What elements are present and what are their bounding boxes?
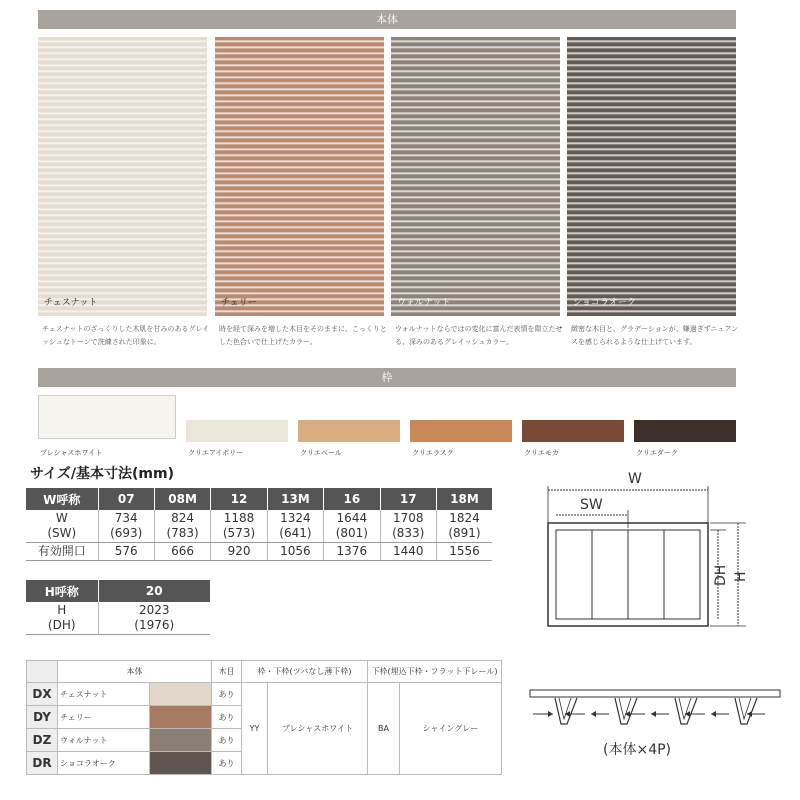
size-title: サイズ/基本寸法(mm) (30, 466, 174, 482)
frame-swatch-label: クリエモカ (524, 449, 559, 457)
w-value-cell: 1708 (833) (380, 510, 436, 543)
spec-header-frame: 枠・下枠(ツバなし薄下枠) (242, 661, 368, 683)
w-header-size: 17 (380, 488, 436, 510)
w-row-label: W (SW) (26, 510, 98, 543)
body-swatch-label: チェリー (221, 298, 257, 308)
w-value-cell: 824 (783) (154, 510, 210, 543)
h-row-label: H (DH) (26, 602, 98, 635)
w-header-size: 13M (267, 488, 323, 510)
opening-value-cell: 1556 (436, 543, 492, 561)
spec-rail-name: シャイングレー (400, 683, 502, 775)
h-header-label: H呼称 (26, 580, 98, 602)
height-dimension-table (26, 580, 210, 635)
diagram-w-label: W (628, 471, 642, 487)
diagram-h-label: H (733, 571, 749, 582)
frame-swatch-label: クリエダーク (636, 449, 678, 457)
body-swatch-label: ショコラオーク (573, 298, 636, 308)
diagram-dh-label: DH (713, 564, 729, 586)
frame-swatch (298, 420, 400, 442)
arrow-head-icon (651, 711, 656, 717)
spec-grain: あり (212, 752, 242, 775)
spec-header-grain: 木目 (212, 661, 242, 683)
frame-swatch (38, 395, 176, 439)
w-header-size: 12 (211, 488, 267, 510)
h-row-value: 2023 (1976) (98, 602, 210, 635)
folding-panel-shape (675, 698, 697, 724)
opening-value-cell: 576 (98, 543, 154, 561)
spec-code: DY (27, 706, 58, 729)
w-value-cell: 1644 (801) (324, 510, 380, 543)
w-header-size: 08M (154, 488, 210, 510)
opening-value-cell: 1440 (380, 543, 436, 561)
body-swatch (38, 37, 207, 316)
spec-body-name: チェスナット (58, 683, 150, 706)
folding-panel-inner-shape (739, 698, 751, 719)
spec-header-body: 本体 (58, 661, 212, 683)
spec-body-swatch (150, 706, 212, 729)
h-header-value: 20 (98, 580, 210, 602)
frame-swatch (186, 420, 288, 442)
spec-grain: あり (212, 706, 242, 729)
arrow-head-icon (711, 711, 716, 717)
opening-value-cell: 1376 (324, 543, 380, 561)
arrow-head-icon (685, 711, 690, 717)
spec-grain: あり (212, 683, 242, 706)
body-section-header: 本体 (38, 10, 736, 29)
spec-code: DZ (27, 729, 58, 752)
frame-swatch (522, 420, 624, 442)
spec-frame-code: YY (242, 683, 268, 775)
opening-value-cell: 920 (211, 543, 267, 561)
frame-section-header: 枠 (38, 368, 736, 387)
body-swatch-label: ウォルナット (397, 298, 451, 308)
opening-row-label: 有効開口 (26, 543, 98, 561)
spec-grain: あり (212, 729, 242, 752)
frame-swatch-label: クリエベール (300, 449, 342, 457)
frame-swatch-label: プレシャスホワイト (40, 449, 103, 457)
w-value-cell: 1824 (891) (436, 510, 492, 543)
folding-panel-shape (555, 698, 577, 724)
w-value-cell: 734 (693) (98, 510, 154, 543)
arrow-head-icon (591, 711, 596, 717)
w-header-label: W呼称 (26, 488, 98, 510)
frame-swatch (634, 420, 736, 442)
body-swatch-description: ウォルナットならではの変化に富んだ表情を際立たせる、深みのあるグレイッシュカラー。 (395, 325, 563, 346)
spec-body-name: チェリー (58, 706, 150, 729)
body-swatch-description: 時を経て深みを増した木目をそのままに、こっくりとした色合いで仕上げたカラー。 (219, 325, 387, 346)
spec-rail-code: BA (368, 683, 400, 775)
arrow-head-icon (565, 711, 570, 717)
w-header-size: 16 (324, 488, 380, 510)
frame-swatch (410, 420, 512, 442)
folding-door-diagram (525, 684, 785, 764)
spec-body-name: ウォルナット (58, 729, 150, 752)
opening-value-cell: 666 (154, 543, 210, 561)
spec-header-rail: 下枠(埋込下枠・フラット下レール) (368, 661, 502, 683)
spec-table (26, 660, 502, 775)
arrow-head-icon (625, 711, 630, 717)
spec-code: DX (27, 683, 58, 706)
body-swatch (391, 37, 560, 316)
width-dimension-table (26, 488, 492, 561)
diagram-sw-label: SW (580, 497, 603, 513)
folding-panel-shape (615, 698, 637, 724)
spec-body-swatch (150, 729, 212, 752)
w-value-cell: 1188 (573) (211, 510, 267, 543)
diagram-caption: (本体×4P) (603, 742, 672, 758)
folding-panel-shape (735, 698, 757, 724)
spec-body-swatch (150, 683, 212, 706)
body-swatch-description: チェスナットのざっくりした木肌を甘みのあるグレイッシュなトーンで洗練された印象に。 (42, 325, 210, 346)
w-header-size: 18M (436, 488, 492, 510)
spec-code: DR (27, 752, 58, 775)
opening-value-cell: 1056 (267, 543, 323, 561)
body-swatch-description: 緻密な木目と、グラデーションが、嫌過ぎずニュアンスを感じられるような仕上げています。 (571, 325, 739, 346)
body-swatch (567, 37, 736, 316)
spec-row (27, 683, 502, 706)
frame-swatch-label: クリエアイボリー (188, 449, 244, 457)
spec-body-swatch (150, 752, 212, 775)
w-value-cell: 1324 (641) (267, 510, 323, 543)
frame-swatch-label: クリエラスク (412, 449, 454, 457)
door-dimension-diagram (540, 468, 760, 638)
arrow-head-icon (548, 711, 553, 717)
body-swatch (215, 37, 384, 316)
spec-frame-name: プレシャスホワイト (268, 683, 368, 775)
body-swatch-label: チェスナット (44, 298, 98, 308)
spec-body-name: ショコラオーク (58, 752, 150, 775)
w-header-size: 07 (98, 488, 154, 510)
